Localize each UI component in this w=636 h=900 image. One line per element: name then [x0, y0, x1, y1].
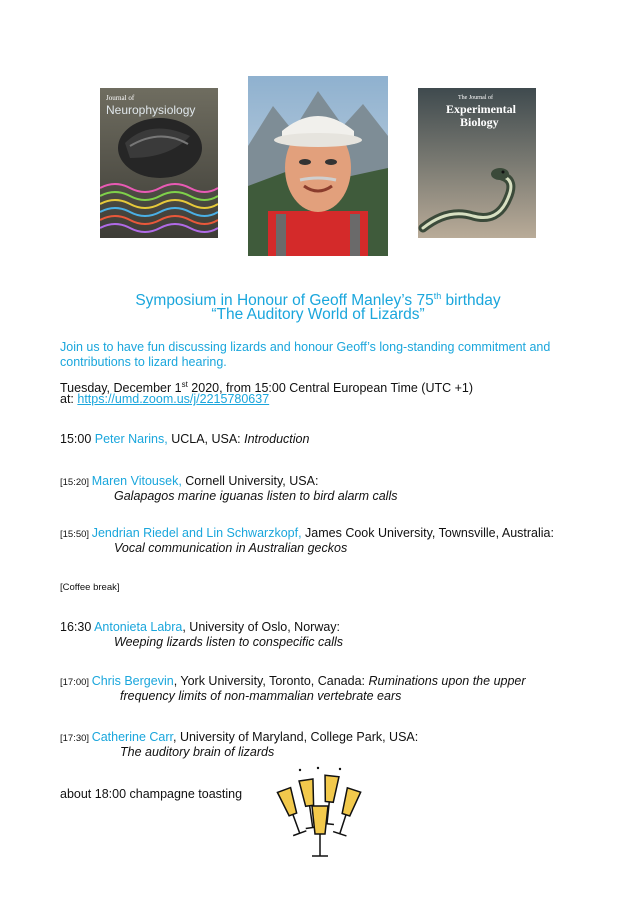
champagne-glasses-icon [270, 766, 374, 864]
coffee-break: [Coffee break] [60, 582, 120, 593]
speaker-name: Maren Vitousek, [91, 474, 186, 488]
program-item-1 [60, 432, 309, 447]
program-item-6 [60, 730, 418, 746]
date-a: Tuesday, December 1 [60, 381, 182, 396]
date-sup: st [181, 380, 188, 389]
program-item-4 [60, 620, 340, 635]
speaker-affiliation: James Cook University, Townsville, Australia: [305, 526, 554, 540]
cover-journal-title-2: Biology [460, 115, 499, 129]
date-b: 2020, from 15:00 Central European Time (UTC +1) [187, 381, 474, 396]
talk-title: Ruminations upon the upper [368, 674, 526, 688]
closing-champagne: about 18:00 champagne toasting [60, 787, 243, 801]
speaker-affiliation: , University of Maryland, College Park, USA: [173, 730, 419, 744]
title-line1-a: Symposium in Honour of Geoff Manley’s 75 [135, 292, 434, 310]
talk-title-6: The auditory brain of lizards [120, 745, 275, 759]
program-time: [15:50] [60, 529, 92, 540]
intro-line-1: Join us to have fun discussing lizards and honour Geoff’s long-standing commitment and [60, 340, 551, 354]
zoom-link[interactable]: https://umd.zoom.us/j/2215780637 [77, 392, 270, 406]
zoom-at-label: at: [60, 392, 78, 406]
speaker-name: Jendrian Riedel and Lin Schwarzkopf, [91, 526, 306, 540]
program-time: [17:00] [60, 677, 92, 688]
speaker-name: Catherine Carr [91, 730, 173, 744]
speaker-affiliation: UCLA, USA: [171, 432, 245, 446]
title-line1-sup: th [433, 291, 442, 301]
speaker-name: Chris Bergevin [91, 674, 174, 688]
talk-title-5b: frequency limits of non-mammalian vertebrate ears [120, 689, 402, 703]
program-time: 16:30 [60, 620, 95, 634]
cover-journal-small: Journal of [106, 94, 135, 102]
program-time: [15:20] [60, 477, 92, 488]
speaker-name: Antonieta Labra [94, 620, 183, 634]
speaker-name: Peter Narins, [94, 432, 172, 446]
talk-title-4: Weeping lizards listen to conspecific calls [114, 635, 344, 649]
journal-of-neurophysiology-cover [100, 88, 218, 238]
talk-title-3: Vocal communication in Australian geckos [114, 541, 348, 555]
program-item-5 [60, 674, 526, 690]
program-time: [17:30] [60, 733, 92, 744]
talk-title-2: Galapagos marine iguanas listen to bird alarm calls [114, 489, 398, 503]
cover-journal-title-1: Experimental [446, 102, 516, 116]
title-line1-b: birthday [441, 292, 501, 310]
speaker-affiliation: , University of Oslo, Norway: [182, 620, 341, 634]
program-time: 15:00 [60, 432, 95, 446]
cover-journal-title: Neurophysiology [106, 103, 196, 117]
talk-title: Introduction [244, 432, 310, 446]
zoom-line [60, 392, 269, 407]
program-item-3 [60, 526, 554, 542]
geoff-manley-portrait-photo [248, 76, 388, 256]
journal-of-experimental-biology-cover [418, 88, 536, 238]
program-item-2 [60, 474, 318, 490]
symposium-subtitle: “The Auditory World of Lizards” [211, 306, 425, 323]
speaker-affiliation: Cornell University, USA: [185, 474, 319, 488]
cover-journal-small: The Journal of [458, 95, 493, 101]
speaker-affiliation: , York University, Toronto, Canada: [173, 674, 369, 688]
intro-line-2: contributions to lizard hearing. [60, 355, 227, 369]
